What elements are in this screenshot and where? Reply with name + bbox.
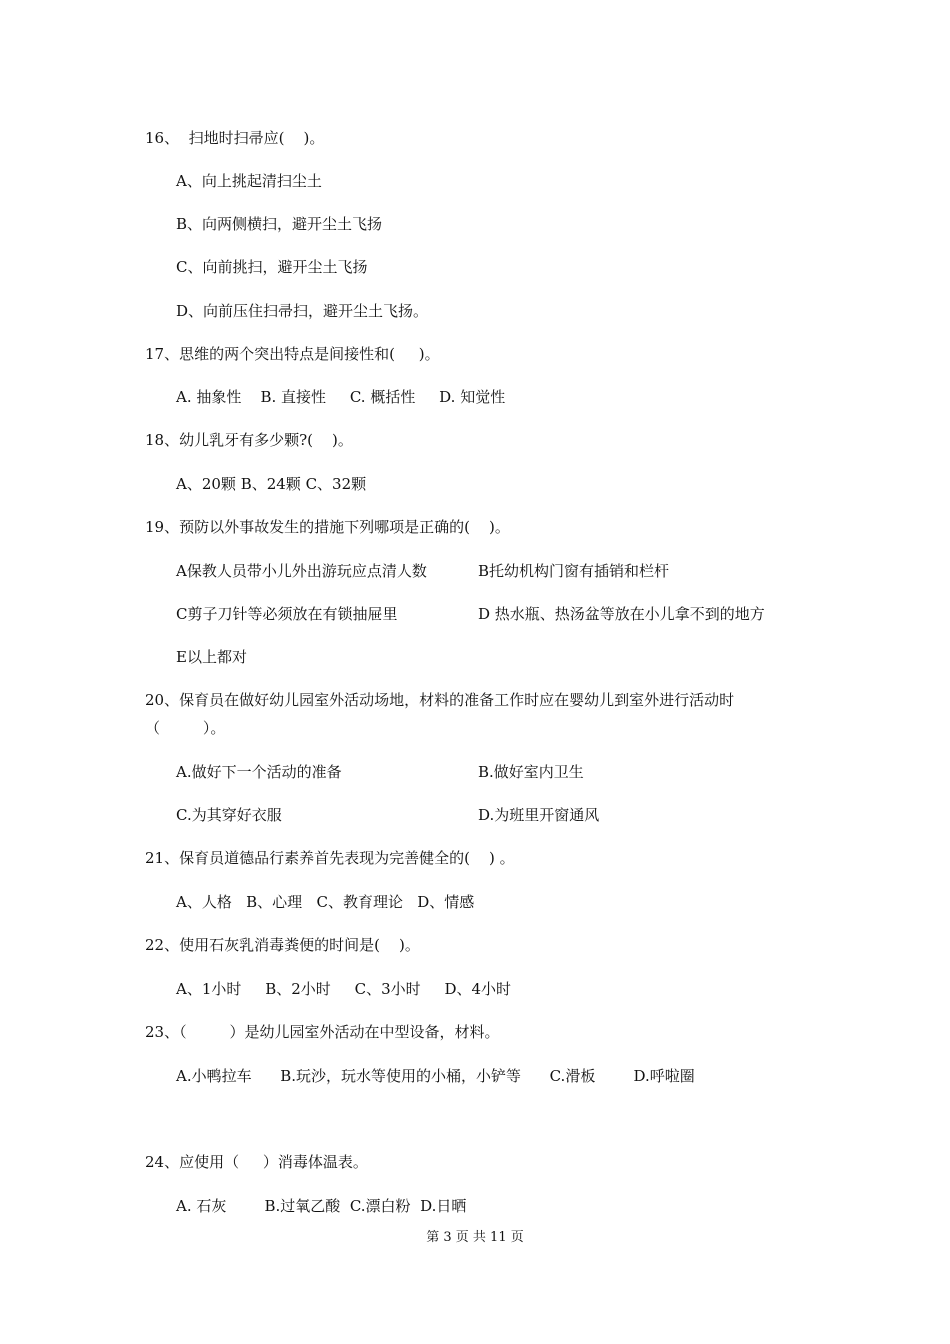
question-stem: 18、幼儿乳牙有多少颗?( )。: [145, 431, 353, 449]
option-c: C剪子刀针等必须放在有锁抽屉里: [176, 605, 398, 623]
question-stem: 19、预防以外事故发生的措施下列哪项是正确的( )。: [145, 518, 510, 536]
option-c: C、向前挑扫，避开尘土飞扬: [176, 258, 368, 276]
options-line: A. 抽象性 B. 直接性 C. 概括性 D. 知觉性: [176, 388, 506, 406]
option-a: A保教人员带小儿外出游玩应点清人数: [176, 562, 427, 580]
question-stem: 22、使用石灰乳消毒粪便的时间是( )。: [145, 936, 420, 954]
option-e: E以上都对: [176, 648, 247, 666]
question-stem: 20、保育员在做好幼儿园室外活动场地，材料的准备工作时应在婴幼儿到室外进行活动时: [145, 691, 735, 709]
question-stem: 24、应使用（ ）消毒体温表。: [145, 1153, 368, 1171]
option-b: B.做好室内卫生: [478, 763, 584, 781]
options-line: A. 石灰 B.过氧乙酸 C.漂白粉 D.日晒: [176, 1197, 467, 1215]
options-line: A.小鸭拉车 B.玩沙，玩水等使用的小桶，小铲等 C.滑板 D.呼啦圈: [176, 1067, 695, 1085]
option-d: D 热水瓶、热汤盆等放在小儿拿不到的地方: [478, 605, 765, 623]
page-number-footer: 第 3 页 共 11 页: [426, 1230, 524, 1245]
question-stem: 23、（ ）是幼儿园室外活动在中型设备，材料。: [145, 1023, 500, 1041]
option-c: C.为其穿好衣服: [176, 806, 282, 824]
question-stem-continuation: （ ）。: [145, 719, 226, 737]
question-stem: 16、 扫地时扫帚应( )。: [145, 129, 325, 147]
option-a: A.做好下一个活动的准备: [176, 763, 342, 781]
question-stem: 21、保育员道德品行素养首先表现为完善健全的( ) 。: [145, 849, 515, 867]
option-b: B托幼机构门窗有插销和栏杆: [478, 562, 670, 580]
options-line: A、人格 B、心理 C、教育理论 D、情感: [176, 893, 475, 911]
option-a: A、向上挑起清扫尘土: [176, 172, 322, 190]
option-d: D.为班里开窗通风: [478, 806, 600, 824]
options-line: A、1小时 B、2小时 C、3小时 D、4小时: [176, 980, 512, 998]
question-stem: 17、思维的两个突出特点是间接性和( )。: [145, 345, 440, 363]
option-d: D、向前压住扫帚扫，避开尘土飞扬。: [176, 302, 429, 320]
options-line: A、20颗 B、24颗 C、32颗: [176, 475, 367, 493]
option-b: B、向两侧横扫，避开尘土飞扬: [176, 215, 383, 233]
